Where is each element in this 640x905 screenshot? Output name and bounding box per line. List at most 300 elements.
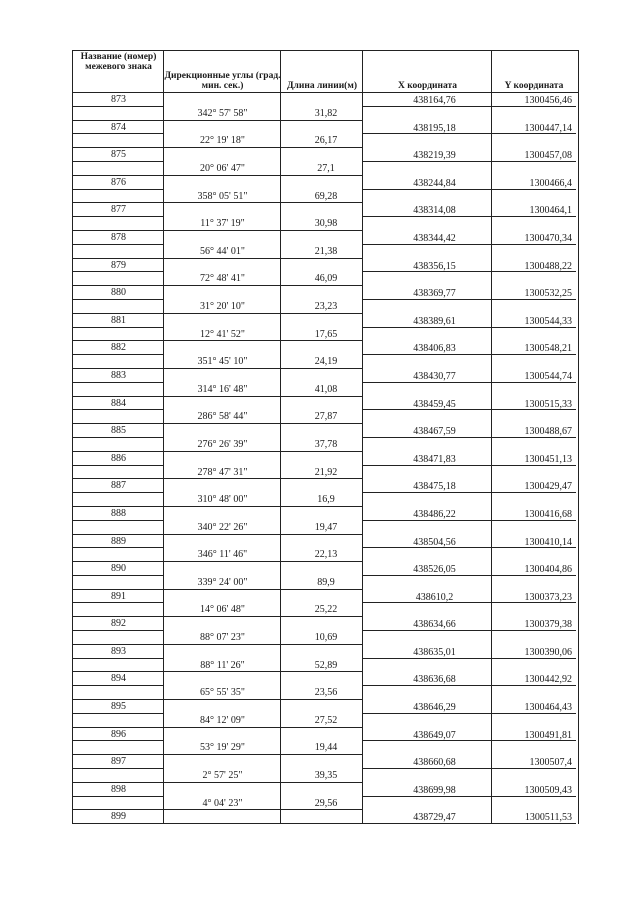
empty-cell — [281, 728, 363, 742]
direction-angle: 65° 55' 35" — [164, 686, 281, 700]
empty-cell — [73, 714, 164, 728]
line-length: 27,1 — [281, 162, 363, 176]
empty-cell — [73, 603, 164, 617]
empty-cell — [492, 714, 576, 728]
empty-cell — [281, 755, 363, 769]
empty-cell — [164, 590, 281, 604]
empty-cell — [73, 217, 164, 231]
point-row — [73, 700, 578, 714]
empty-cell — [363, 438, 492, 452]
point-name: 895 — [73, 700, 164, 714]
empty-cell — [492, 438, 576, 452]
y-coordinate: 1300442,92 — [492, 672, 576, 686]
point-name: 882 — [73, 341, 164, 355]
empty-cell — [363, 162, 492, 176]
point-name: 889 — [73, 535, 164, 549]
direction-angle: 11° 37' 19" — [164, 217, 281, 231]
empty-cell — [164, 617, 281, 631]
point-row — [73, 452, 578, 466]
empty-cell — [73, 797, 164, 811]
line-length: 46,09 — [281, 272, 363, 286]
x-coordinate: 438389,61 — [363, 314, 492, 328]
empty-cell — [164, 341, 281, 355]
y-coordinate: 1300464,1 — [492, 203, 576, 217]
point-name: 873 — [73, 93, 164, 107]
point-name: 875 — [73, 148, 164, 162]
empty-cell — [73, 769, 164, 783]
empty-cell — [363, 576, 492, 590]
direction-angle: 310° 48' 00" — [164, 493, 281, 507]
x-coordinate: 438459,45 — [363, 397, 492, 411]
x-coordinate: 438646,29 — [363, 700, 492, 714]
empty-cell — [363, 603, 492, 617]
direction-angle: 72° 48' 41" — [164, 272, 281, 286]
empty-cell — [492, 410, 576, 424]
point-name: 890 — [73, 562, 164, 576]
x-coordinate: 438406,83 — [363, 341, 492, 355]
empty-cell — [363, 714, 492, 728]
segment-row — [73, 714, 578, 728]
empty-cell — [363, 272, 492, 286]
direction-angle: 278° 47' 31" — [164, 466, 281, 480]
x-coordinate: 438430,77 — [363, 369, 492, 383]
point-row — [73, 286, 578, 300]
empty-cell — [164, 783, 281, 797]
empty-cell — [492, 245, 576, 259]
empty-cell — [363, 300, 492, 314]
x-coordinate: 438369,77 — [363, 286, 492, 300]
point-row — [73, 562, 578, 576]
point-name: 893 — [73, 645, 164, 659]
y-coordinate: 1300373,23 — [492, 590, 576, 604]
point-row — [73, 369, 578, 383]
y-coordinate: 1300456,46 — [492, 93, 576, 107]
header-x: X координата — [397, 81, 458, 91]
line-length: 19,44 — [281, 741, 363, 755]
y-coordinate: 1300457,08 — [492, 148, 576, 162]
line-length: 10,69 — [281, 631, 363, 645]
empty-cell — [73, 355, 164, 369]
empty-cell — [73, 383, 164, 397]
direction-angle: 88° 11' 26" — [164, 659, 281, 673]
empty-cell — [281, 645, 363, 659]
point-name: 887 — [73, 479, 164, 493]
empty-cell — [281, 341, 363, 355]
segment-row — [73, 134, 578, 148]
empty-cell — [492, 107, 576, 121]
empty-cell — [281, 231, 363, 245]
point-row — [73, 314, 578, 328]
empty-cell — [363, 741, 492, 755]
point-row — [73, 535, 578, 549]
point-name: 897 — [73, 755, 164, 769]
point-row — [73, 259, 578, 273]
empty-cell — [492, 493, 576, 507]
point-row — [73, 479, 578, 493]
line-length: 26,17 — [281, 134, 363, 148]
direction-angle: 276° 26' 39" — [164, 438, 281, 452]
empty-cell — [281, 700, 363, 714]
x-coordinate: 438660,68 — [363, 755, 492, 769]
header-name: Название (номер) межевого знака — [80, 52, 157, 72]
point-row — [73, 341, 578, 355]
empty-cell — [363, 217, 492, 231]
empty-cell — [281, 507, 363, 521]
empty-cell — [164, 810, 281, 824]
segment-row — [73, 631, 578, 645]
direction-angle: 88° 07' 23" — [164, 631, 281, 645]
direction-angle: 56° 44' 01" — [164, 245, 281, 259]
line-length: 25,22 — [281, 603, 363, 617]
empty-cell — [73, 300, 164, 314]
direction-angle: 346° 11' 46" — [164, 548, 281, 562]
point-name: 876 — [73, 176, 164, 190]
empty-cell — [164, 397, 281, 411]
empty-cell — [164, 203, 281, 217]
empty-cell — [164, 479, 281, 493]
empty-cell — [492, 686, 576, 700]
line-length: 23,23 — [281, 300, 363, 314]
empty-cell — [281, 397, 363, 411]
line-length: 29,56 — [281, 797, 363, 811]
direction-angle: 358° 05' 51" — [164, 190, 281, 204]
empty-cell — [164, 93, 281, 107]
empty-cell — [363, 686, 492, 700]
segment-row — [73, 410, 578, 424]
table-header — [73, 51, 578, 93]
empty-cell — [164, 700, 281, 714]
x-coordinate: 438344,42 — [363, 231, 492, 245]
empty-cell — [281, 314, 363, 328]
line-length: 19,47 — [281, 521, 363, 535]
segment-row — [73, 300, 578, 314]
x-coordinate: 438526,05 — [363, 562, 492, 576]
empty-cell — [492, 521, 576, 535]
x-coordinate: 438471,83 — [363, 452, 492, 466]
empty-cell — [164, 535, 281, 549]
empty-cell — [281, 562, 363, 576]
line-length: 22,13 — [281, 548, 363, 562]
empty-cell — [363, 493, 492, 507]
line-length: 17,65 — [281, 328, 363, 342]
x-coordinate: 438219,39 — [363, 148, 492, 162]
point-name: 878 — [73, 231, 164, 245]
direction-angle: 340° 22' 26" — [164, 521, 281, 535]
point-row — [73, 728, 578, 742]
empty-cell — [492, 217, 576, 231]
line-length: 52,89 — [281, 659, 363, 673]
point-row — [73, 148, 578, 162]
empty-cell — [281, 617, 363, 631]
x-coordinate: 438504,56 — [363, 535, 492, 549]
empty-cell — [164, 672, 281, 686]
y-coordinate: 1300416,68 — [492, 507, 576, 521]
point-name: 883 — [73, 369, 164, 383]
empty-cell — [164, 507, 281, 521]
empty-cell — [73, 521, 164, 535]
y-coordinate: 1300466,4 — [492, 176, 576, 190]
empty-cell — [492, 631, 576, 645]
empty-cell — [73, 631, 164, 645]
point-row — [73, 424, 578, 438]
empty-cell — [164, 286, 281, 300]
empty-cell — [363, 410, 492, 424]
empty-cell — [281, 259, 363, 273]
direction-angle: 22° 19' 18" — [164, 134, 281, 148]
empty-cell — [164, 562, 281, 576]
y-coordinate: 1300532,25 — [492, 286, 576, 300]
empty-cell — [363, 521, 492, 535]
direction-angle: 351° 45' 10" — [164, 355, 281, 369]
empty-cell — [363, 383, 492, 397]
segment-row — [73, 493, 578, 507]
x-coordinate: 438699,98 — [363, 783, 492, 797]
direction-angle: 20° 06' 47" — [164, 162, 281, 176]
empty-cell — [281, 783, 363, 797]
point-row — [73, 176, 578, 190]
empty-cell — [164, 369, 281, 383]
empty-cell — [281, 203, 363, 217]
empty-cell — [164, 148, 281, 162]
x-coordinate: 438634,66 — [363, 617, 492, 631]
y-coordinate: 1300491,81 — [492, 728, 576, 742]
segment-row — [73, 769, 578, 783]
point-row — [73, 672, 578, 686]
direction-angle: 12° 41' 52" — [164, 328, 281, 342]
empty-cell — [281, 93, 363, 107]
point-name: 898 — [73, 783, 164, 797]
point-row — [73, 121, 578, 135]
point-row — [73, 231, 578, 245]
empty-cell — [492, 162, 576, 176]
x-coordinate: 438610,2 — [363, 590, 492, 604]
direction-angle: 314° 16' 48" — [164, 383, 281, 397]
empty-cell — [363, 797, 492, 811]
point-row — [73, 645, 578, 659]
empty-cell — [363, 107, 492, 121]
segment-row — [73, 686, 578, 700]
point-name: 894 — [73, 672, 164, 686]
x-coordinate: 438475,18 — [363, 479, 492, 493]
point-row — [73, 783, 578, 797]
segment-row — [73, 272, 578, 286]
y-coordinate: 1300429,47 — [492, 479, 576, 493]
segment-row — [73, 797, 578, 811]
empty-cell — [492, 659, 576, 673]
point-name: 886 — [73, 452, 164, 466]
line-length: 89,9 — [281, 576, 363, 590]
x-coordinate: 438635,01 — [363, 645, 492, 659]
empty-cell — [492, 466, 576, 480]
direction-angle: 84° 12' 09" — [164, 714, 281, 728]
empty-cell — [492, 741, 576, 755]
segment-row — [73, 383, 578, 397]
segment-row — [73, 438, 578, 452]
segment-row — [73, 328, 578, 342]
x-coordinate: 438314,08 — [363, 203, 492, 217]
direction-angle: 14° 06' 48" — [164, 603, 281, 617]
segment-row — [73, 190, 578, 204]
line-length: 23,56 — [281, 686, 363, 700]
line-length: 21,92 — [281, 466, 363, 480]
empty-cell — [73, 466, 164, 480]
empty-cell — [492, 548, 576, 562]
empty-cell — [281, 590, 363, 604]
line-length: 21,38 — [281, 245, 363, 259]
x-coordinate: 438356,15 — [363, 259, 492, 273]
empty-cell — [164, 755, 281, 769]
table-body — [73, 93, 578, 824]
point-row — [73, 507, 578, 521]
empty-cell — [73, 741, 164, 755]
empty-cell — [281, 479, 363, 493]
line-length: 39,35 — [281, 769, 363, 783]
y-coordinate: 1300464,43 — [492, 700, 576, 714]
point-name: 896 — [73, 728, 164, 742]
x-coordinate: 438649,07 — [363, 728, 492, 742]
empty-cell — [164, 645, 281, 659]
empty-cell — [73, 245, 164, 259]
point-name: 899 — [73, 810, 164, 824]
y-coordinate: 1300515,33 — [492, 397, 576, 411]
y-coordinate: 1300379,38 — [492, 617, 576, 631]
segment-row — [73, 217, 578, 231]
x-coordinate: 438244,84 — [363, 176, 492, 190]
empty-cell — [73, 659, 164, 673]
empty-cell — [363, 466, 492, 480]
empty-cell — [363, 190, 492, 204]
empty-cell — [73, 107, 164, 121]
point-row — [73, 810, 578, 824]
direction-angle: 339° 24' 00" — [164, 576, 281, 590]
y-coordinate: 1300544,33 — [492, 314, 576, 328]
line-length: 27,87 — [281, 410, 363, 424]
direction-angle: 2° 57' 25" — [164, 769, 281, 783]
empty-cell — [492, 190, 576, 204]
point-row — [73, 397, 578, 411]
y-coordinate: 1300390,06 — [492, 645, 576, 659]
point-row — [73, 617, 578, 631]
direction-angle: 342° 57' 58" — [164, 107, 281, 121]
empty-cell — [363, 328, 492, 342]
segment-row — [73, 741, 578, 755]
empty-cell — [164, 176, 281, 190]
empty-cell — [363, 548, 492, 562]
line-length: 16,9 — [281, 493, 363, 507]
y-coordinate: 1300544,74 — [492, 369, 576, 383]
point-row — [73, 93, 578, 107]
empty-cell — [492, 797, 576, 811]
empty-cell — [73, 548, 164, 562]
point-name: 879 — [73, 259, 164, 273]
empty-cell — [492, 383, 576, 397]
line-length: 41,08 — [281, 383, 363, 397]
empty-cell — [164, 121, 281, 135]
empty-cell — [363, 245, 492, 259]
empty-cell — [73, 328, 164, 342]
line-length: 30,98 — [281, 217, 363, 231]
point-row — [73, 203, 578, 217]
y-coordinate: 1300447,14 — [492, 121, 576, 135]
segment-row — [73, 466, 578, 480]
empty-cell — [164, 259, 281, 273]
empty-cell — [363, 631, 492, 645]
empty-cell — [164, 314, 281, 328]
empty-cell — [492, 272, 576, 286]
empty-cell — [363, 769, 492, 783]
header-angle: Дирекционные углы (град. мин. сек.) — [164, 71, 281, 91]
empty-cell — [281, 535, 363, 549]
empty-cell — [363, 659, 492, 673]
empty-cell — [492, 328, 576, 342]
y-coordinate: 1300404,86 — [492, 562, 576, 576]
point-name: 891 — [73, 590, 164, 604]
empty-cell — [73, 686, 164, 700]
point-name: 892 — [73, 617, 164, 631]
empty-cell — [73, 438, 164, 452]
empty-cell — [492, 300, 576, 314]
segment-row — [73, 521, 578, 535]
y-coordinate: 1300470,34 — [492, 231, 576, 245]
x-coordinate: 438164,76 — [363, 93, 492, 107]
line-length: 27,52 — [281, 714, 363, 728]
x-coordinate: 438636,68 — [363, 672, 492, 686]
empty-cell — [164, 452, 281, 466]
x-coordinate: 438486,22 — [363, 507, 492, 521]
point-row — [73, 590, 578, 604]
segment-row — [73, 245, 578, 259]
empty-cell — [164, 424, 281, 438]
empty-cell — [492, 769, 576, 783]
point-name: 881 — [73, 314, 164, 328]
y-coordinate: 1300410,14 — [492, 535, 576, 549]
empty-cell — [73, 493, 164, 507]
segment-row — [73, 162, 578, 176]
header-y: Y координата — [504, 81, 564, 91]
segment-row — [73, 659, 578, 673]
y-coordinate: 1300511,53 — [492, 810, 576, 824]
y-coordinate: 1300488,67 — [492, 424, 576, 438]
y-coordinate: 1300509,43 — [492, 783, 576, 797]
y-coordinate: 1300507,4 — [492, 755, 576, 769]
empty-cell — [281, 672, 363, 686]
empty-cell — [164, 231, 281, 245]
empty-cell — [281, 424, 363, 438]
empty-cell — [73, 134, 164, 148]
empty-cell — [73, 410, 164, 424]
empty-cell — [73, 576, 164, 590]
x-coordinate: 438729,47 — [363, 810, 492, 824]
empty-cell — [281, 148, 363, 162]
segment-row — [73, 576, 578, 590]
direction-angle: 53° 19' 29" — [164, 741, 281, 755]
line-length: 37,78 — [281, 438, 363, 452]
segment-row — [73, 603, 578, 617]
y-coordinate: 1300548,21 — [492, 341, 576, 355]
point-name: 884 — [73, 397, 164, 411]
point-name: 885 — [73, 424, 164, 438]
empty-cell — [281, 121, 363, 135]
direction-angle: 31° 20' 10" — [164, 300, 281, 314]
x-coordinate: 438195,18 — [363, 121, 492, 135]
point-name: 880 — [73, 286, 164, 300]
empty-cell — [281, 176, 363, 190]
empty-cell — [492, 134, 576, 148]
empty-cell — [281, 369, 363, 383]
segment-row — [73, 107, 578, 121]
direction-angle: 286° 58' 44" — [164, 410, 281, 424]
empty-cell — [492, 603, 576, 617]
